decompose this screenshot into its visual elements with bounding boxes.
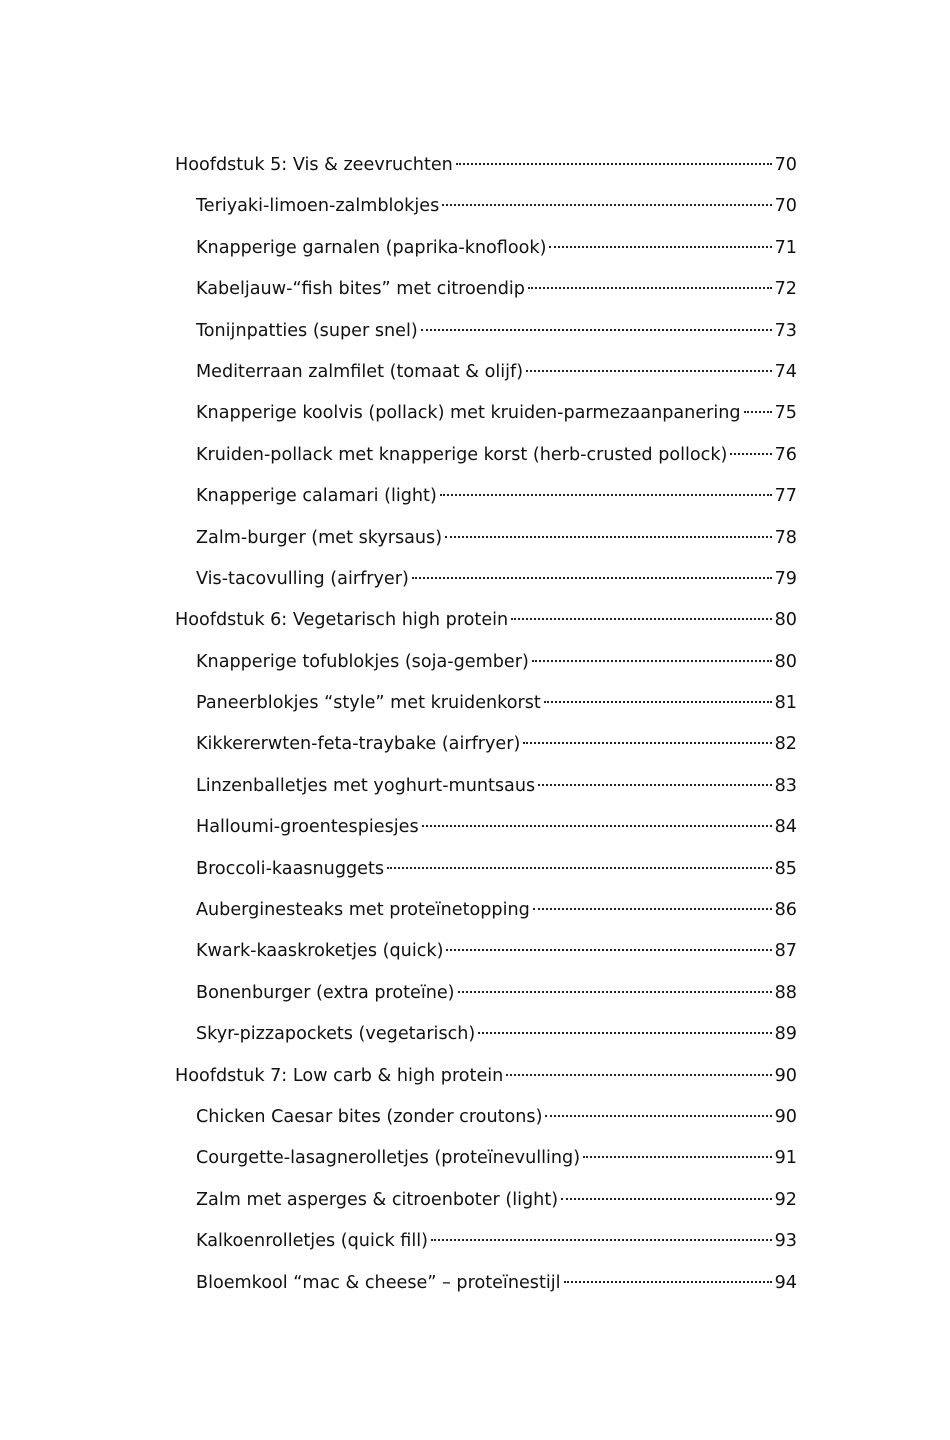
toc-page-number: 80 (774, 610, 797, 631)
toc-entry[interactable] (175, 1221, 797, 1262)
toc-page-number: 90 (774, 1065, 797, 1086)
toc-title: Zalm-burger (met skyrsaus) (196, 527, 443, 548)
dot-leader (506, 1074, 771, 1076)
toc-entry[interactable] (175, 1180, 797, 1221)
toc-title: Kruiden-pollack met knapperige korst (herb-crusted pollock) (196, 444, 728, 465)
dot-leader (421, 329, 772, 331)
dot-leader (583, 1156, 772, 1158)
toc-title: Kalkoenrolletjes (quick fill) (196, 1231, 429, 1252)
toc-title: Knapperige garnalen (paprika-knoflook) (196, 237, 547, 258)
dot-leader (564, 1281, 772, 1283)
dot-leader (533, 908, 772, 910)
toc-entry[interactable] (175, 766, 797, 807)
dot-leader (528, 287, 772, 289)
toc-title: Mediterraan zalmfilet (tomaat & olijf) (196, 361, 524, 382)
toc-page-number: 70 (774, 196, 797, 217)
toc-entry[interactable] (175, 435, 797, 476)
dot-leader (440, 494, 772, 496)
toc-page-number: 85 (774, 858, 797, 879)
dot-leader (730, 453, 771, 455)
dot-leader (422, 825, 772, 827)
toc-page-number: 87 (774, 941, 797, 962)
toc-entry[interactable] (175, 849, 797, 890)
toc-entry[interactable] (175, 476, 797, 517)
dot-leader (412, 577, 772, 579)
toc-entry[interactable] (175, 973, 797, 1014)
toc-entry-chapter-5[interactable] (175, 145, 797, 186)
dot-leader (544, 701, 772, 703)
toc-title: Kwark-kaaskroketjes (quick) (196, 941, 444, 962)
toc-page-number: 73 (774, 320, 797, 341)
toc-page-number: 93 (774, 1231, 797, 1252)
toc-page-number: 94 (774, 1272, 797, 1293)
dot-leader (545, 1115, 771, 1117)
toc-page-number: 86 (774, 900, 797, 921)
toc-title: Linzenballetjes met yoghurt-muntsaus (196, 775, 536, 796)
toc-page-number: 76 (774, 444, 797, 465)
toc-title: Broccoli-kaasnuggets (196, 858, 385, 879)
toc-title: Knapperige koolvis (pollack) met kruiden-parmezaanpanering (196, 403, 741, 424)
toc-page-number: 82 (774, 734, 797, 755)
toc-entry[interactable] (175, 228, 797, 269)
toc-entry[interactable] (175, 186, 797, 227)
toc-title: Courgette-lasagnerolletjes (proteïnevulling) (196, 1148, 581, 1169)
toc-entry-chapter-7[interactable] (175, 1056, 797, 1097)
toc-entry[interactable] (175, 890, 797, 931)
toc-entry[interactable] (175, 518, 797, 559)
toc-title: Kabeljauw-“fish bites” met citroendip (196, 279, 525, 300)
toc-page-number: 77 (774, 486, 797, 507)
toc-entry[interactable] (175, 393, 797, 434)
toc-title: Knapperige calamari (light) (196, 486, 437, 507)
toc-page-number: 74 (774, 361, 797, 382)
dot-leader (458, 991, 772, 993)
dot-leader (446, 949, 771, 951)
toc-page-number: 78 (774, 527, 797, 548)
toc-entry[interactable] (175, 1097, 797, 1138)
dot-leader (526, 370, 772, 372)
toc-entry-chapter-6[interactable] (175, 600, 797, 641)
dot-leader (538, 784, 771, 786)
dot-leader (442, 204, 771, 206)
toc-title: Auberginesteaks met proteïnetopping (196, 900, 530, 921)
toc-title: Vis-tacovulling (airfryer) (196, 568, 409, 589)
toc-entry[interactable] (175, 559, 797, 600)
dot-leader (532, 660, 772, 662)
toc-title: Zalm met asperges & citroenboter (light) (196, 1189, 559, 1210)
toc-page-number: 70 (774, 155, 797, 175)
toc-entry[interactable] (175, 807, 797, 848)
toc-title: Knapperige tofublokjes (soja-gember) (196, 651, 529, 672)
toc-page-number: 83 (774, 775, 797, 796)
toc-title: Paneerblokjes “style” met kruidenkorst (196, 693, 541, 714)
dot-leader (387, 867, 772, 869)
toc-entry[interactable] (175, 352, 797, 393)
toc-title: Skyr-pizzapockets (vegetarisch) (196, 1024, 476, 1045)
toc-page-number: 84 (774, 817, 797, 838)
toc-page-number: 88 (774, 982, 797, 1003)
toc-title: Kikkererwten-feta-traybake (airfryer) (196, 734, 521, 755)
toc-entry[interactable] (175, 311, 797, 352)
toc-title: Teriyaki-limoen-zalmblokjes (196, 196, 440, 217)
toc-title: Hoofdstuk 5: Vis & zeevruchten (175, 155, 453, 175)
dot-leader (561, 1198, 772, 1200)
dot-leader (523, 742, 771, 744)
toc-title: Hoofdstuk 6: Vegetarisch high protein (175, 610, 509, 631)
toc-title: Hoofdstuk 7: Low carb & high protein (175, 1065, 504, 1086)
toc-entry[interactable] (175, 1138, 797, 1179)
toc-entry[interactable] (175, 724, 797, 765)
toc-title: Halloumi-groentespiesjes (196, 817, 419, 838)
toc-page-number: 79 (774, 568, 797, 589)
toc-page-number: 71 (774, 237, 797, 258)
dot-leader (456, 163, 772, 165)
table-of-contents (175, 145, 797, 1304)
toc-page-number: 80 (774, 651, 797, 672)
toc-entry[interactable] (175, 1014, 797, 1055)
dot-leader (445, 536, 772, 538)
toc-page-number: 89 (774, 1024, 797, 1045)
toc-entry[interactable] (175, 642, 797, 683)
toc-entry[interactable] (175, 931, 797, 972)
toc-title: Bonenburger (extra proteïne) (196, 982, 455, 1003)
toc-entry[interactable] (175, 683, 797, 724)
toc-page-number: 90 (774, 1106, 797, 1127)
toc-entry[interactable] (175, 1263, 797, 1304)
toc-page-number: 81 (774, 693, 797, 714)
toc-page-number: 92 (774, 1189, 797, 1210)
toc-page-number: 75 (774, 403, 797, 424)
toc-title: Chicken Caesar bites (zonder croutons) (196, 1106, 543, 1127)
toc-page-number: 91 (774, 1148, 797, 1169)
dot-leader (511, 618, 771, 620)
toc-page-number: 72 (774, 279, 797, 300)
toc-title: Tonijnpatties (super snel) (196, 320, 418, 341)
dot-leader (744, 411, 772, 413)
dot-leader (478, 1032, 771, 1034)
toc-entry[interactable] (175, 269, 797, 310)
dot-leader (431, 1239, 772, 1241)
dot-leader (549, 246, 771, 248)
toc-title: Bloemkool “mac & cheese” – proteïnestijl (196, 1272, 561, 1293)
